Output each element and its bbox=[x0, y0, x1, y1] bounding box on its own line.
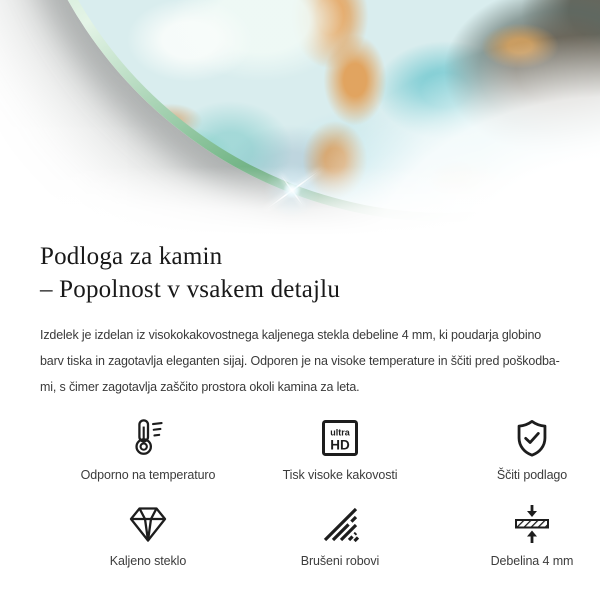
feature-polished-edges bbox=[244, 500, 436, 568]
svg-text:ultra: ultra bbox=[330, 427, 350, 438]
feature-protects-surface bbox=[436, 414, 600, 482]
brushed-edges-icon bbox=[320, 500, 360, 548]
thickness-icon bbox=[512, 500, 552, 548]
diamond-icon bbox=[126, 500, 170, 548]
feature-tempered-glass bbox=[52, 500, 244, 568]
feature-thickness bbox=[436, 500, 600, 568]
feature-label: Ščiti podlago bbox=[496, 468, 568, 482]
product-description-section bbox=[0, 240, 600, 568]
page-title bbox=[40, 240, 560, 306]
feature-label: Brušeni robovi bbox=[300, 554, 380, 568]
feature-label: Tisk visoke kakovosti bbox=[282, 468, 398, 482]
page-title-line2: – Popolnost v vsakem detajlu bbox=[40, 276, 341, 303]
feature-temperature-resistant bbox=[52, 414, 244, 482]
description-line: barv tiska in zagotavlja eleganten sijaj. Odporen je na visoke temperature in ščiti pred poškodba- bbox=[40, 354, 560, 368]
feature-print-quality bbox=[244, 414, 436, 482]
feature-label: Kaljeno steklo bbox=[109, 554, 187, 568]
feature-label: Odporno na temperaturo bbox=[80, 468, 216, 482]
description-line: mi, s čimer zagotavlja zaščito prostora okoli kamina za leta. bbox=[40, 380, 360, 394]
svg-text:HD: HD bbox=[330, 437, 350, 453]
ultra-hd-icon bbox=[320, 414, 360, 462]
feature-grid bbox=[52, 414, 574, 568]
feature-label: Debelina 4 mm bbox=[490, 554, 574, 568]
product-hero-image bbox=[0, 0, 600, 238]
product-description-text bbox=[40, 322, 560, 400]
shield-check-icon bbox=[511, 414, 553, 462]
page-title-line1: Podloga za kamin bbox=[40, 243, 223, 270]
thermometer-icon bbox=[127, 414, 169, 462]
description-line: Izdelek je izdelan iz visokokakovostnega kaljenega stekla debeline 4 mm, ki poudarja globino bbox=[40, 328, 542, 342]
